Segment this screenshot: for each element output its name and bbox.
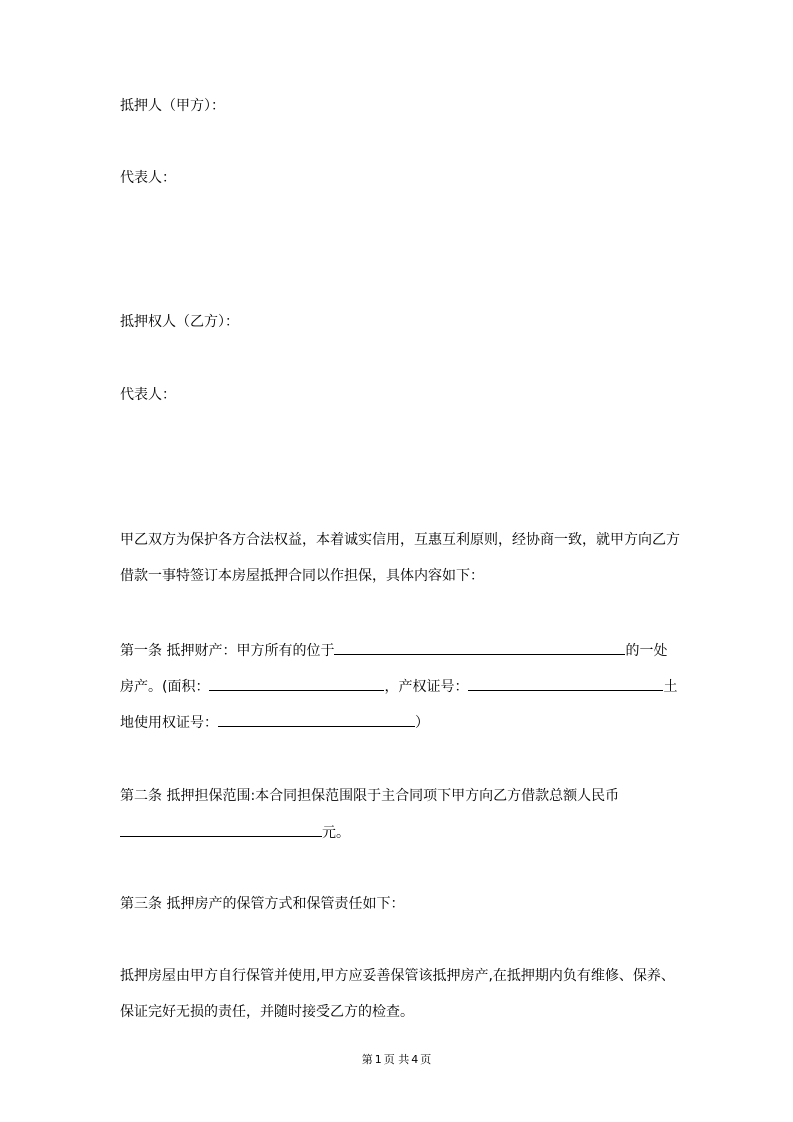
article-1-text: ） <box>415 715 429 731</box>
footer-prefix: 第 <box>361 1053 373 1066</box>
mortgagee-representative-label: 代表人： <box>120 387 176 403</box>
footer-middle: 页 共 <box>383 1053 410 1066</box>
article-1-line-3 <box>120 712 429 733</box>
article-2-line-2 <box>120 822 350 843</box>
location-blank[interactable] <box>334 640 625 655</box>
article-1-text: ，产权证号： <box>384 679 469 695</box>
article-3-heading: 第三条 抵押房产的保管方式和保管责任如下： <box>120 896 405 912</box>
article-2-suffix: 元。 <box>322 825 350 841</box>
article-1-text: 房产。(面积： <box>120 679 210 695</box>
mortgagor-label: 抵押人（甲方）： <box>120 98 225 114</box>
mortgagee-label: 抵押权人（乙方）： <box>120 314 239 330</box>
total-page-number: 4 <box>411 1053 419 1066</box>
article-1-line-2 <box>120 676 677 697</box>
preamble-line-1: 甲乙双方为保护各方合法权益，本着诚实信用，互惠互利原则，经协商一致，就甲方向乙方 <box>120 532 680 548</box>
article-3-body-line-1: 抵押房屋由甲方自行保管并使用,甲方应妥善保管该抵押房产,在抵押期内负有维修、保养、 <box>120 968 675 984</box>
land-use-certificate-blank[interactable] <box>218 712 415 727</box>
mortgagor-representative-label: 代表人： <box>120 170 176 186</box>
article-1-text: 土 <box>663 679 678 695</box>
page-footer <box>0 1052 793 1068</box>
current-page-number: 1 <box>374 1053 382 1066</box>
article-1-text: 第一条 抵押财产：甲方所有的位于 <box>120 643 335 659</box>
preamble-line-2: 借款一事特签订本房屋抵押合同以作担保，具体内容如下： <box>120 568 484 584</box>
article-3-body-line-2: 保证完好无损的责任，并随时接受乙方的检查。 <box>120 1004 414 1020</box>
article-1-text: 地使用权证号： <box>120 715 218 731</box>
article-1-line-1 <box>120 640 667 661</box>
amount-blank[interactable] <box>120 822 322 837</box>
article-1-text: 的一处 <box>625 643 668 659</box>
area-blank[interactable] <box>209 676 384 691</box>
property-certificate-blank[interactable] <box>468 676 663 691</box>
footer-suffix: 页 <box>420 1053 432 1066</box>
article-2-line-1: 第二条 抵押担保范围:本合同担保范围限于主合同项下甲方向乙方借款总额人民币 <box>120 788 620 804</box>
